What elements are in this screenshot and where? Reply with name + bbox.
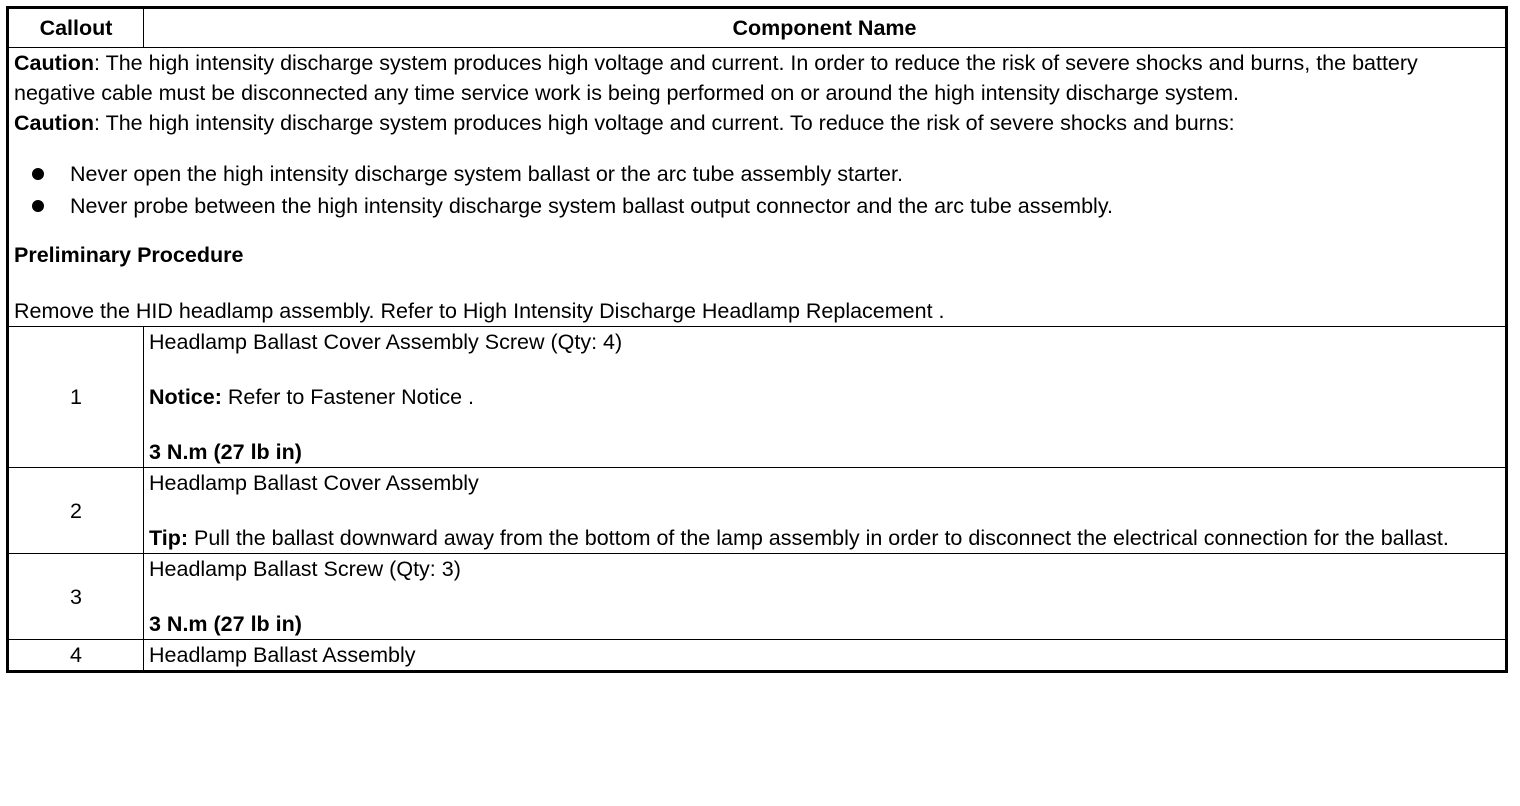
notice-label: Notice: bbox=[149, 385, 222, 409]
bullet-text: Never open the high intensity discharge system ballast or the arc tube assembly starter. bbox=[70, 162, 903, 186]
component-cell bbox=[144, 327, 1507, 468]
table-row bbox=[8, 554, 1507, 640]
component-cell bbox=[144, 640, 1507, 672]
tip-note bbox=[149, 523, 1500, 553]
component-name: Headlamp Ballast Cover Assembly bbox=[149, 471, 479, 495]
tip-text: Pull the ballast downward away from the bottom of the lamp assembly in order to disconnect the electrical connection for the ballast. bbox=[188, 526, 1449, 550]
torque-value: 3 N.m (27 lb in) bbox=[149, 612, 302, 636]
notice-note bbox=[149, 382, 1500, 412]
notice-text: Refer to Fastener Notice . bbox=[221, 385, 475, 409]
bullet-text: Never probe between the high intensity discharge system ballast output connector and the arc tube assembly. bbox=[70, 194, 1113, 218]
bullet-icon bbox=[32, 168, 44, 180]
header-component-name: Component Name bbox=[144, 8, 1507, 48]
intro-cell bbox=[8, 48, 1507, 327]
intro-row bbox=[8, 48, 1507, 327]
table-row bbox=[8, 327, 1507, 468]
preliminary-text: Remove the HID headlamp assembly. Refer to High Intensity Discharge Headlamp Replacement . bbox=[14, 299, 945, 323]
caution-2 bbox=[14, 108, 1500, 138]
component-name: Headlamp Ballast Assembly bbox=[149, 643, 416, 667]
caution-1-text: : The high intensity discharge system produces high voltage and current. In order to reduce the risk of severe shocks and burns, the battery negative cable must be disconnected any time service work is being performed on or around the high intensity discharge system. bbox=[14, 51, 1418, 105]
callout-number: 4 bbox=[8, 640, 144, 672]
header-row bbox=[8, 8, 1507, 48]
torque-spec bbox=[149, 437, 1500, 467]
callout-number: 2 bbox=[8, 468, 144, 554]
table-row bbox=[8, 468, 1507, 554]
component-cell bbox=[144, 554, 1507, 640]
tip-label: Tip: bbox=[149, 526, 189, 550]
torque-value: 3 N.m (27 lb in) bbox=[149, 440, 302, 464]
procedure-table bbox=[6, 6, 1508, 673]
header-callout: Callout bbox=[8, 8, 144, 48]
component-name: Headlamp Ballast Screw (Qty: 3) bbox=[149, 557, 461, 581]
component-name: Headlamp Ballast Cover Assembly Screw (Qty: 4) bbox=[149, 330, 623, 354]
caution-1-label: Caution bbox=[14, 51, 95, 75]
bullet-icon bbox=[32, 200, 44, 212]
preliminary-heading: Preliminary Procedure bbox=[14, 243, 244, 267]
list-item bbox=[32, 158, 1500, 190]
callout-number: 1 bbox=[8, 327, 144, 468]
torque-spec bbox=[149, 609, 1500, 639]
caution-2-label: Caution bbox=[14, 111, 95, 135]
caution-bullet-list bbox=[14, 158, 1500, 222]
callout-number: 3 bbox=[8, 554, 144, 640]
caution-1 bbox=[14, 48, 1500, 108]
component-cell bbox=[144, 468, 1507, 554]
caution-2-text: : The high intensity discharge system produces high voltage and current. To reduce the risk of severe shocks and burns: bbox=[94, 111, 1235, 135]
list-item bbox=[32, 190, 1500, 222]
table-row bbox=[8, 640, 1507, 672]
